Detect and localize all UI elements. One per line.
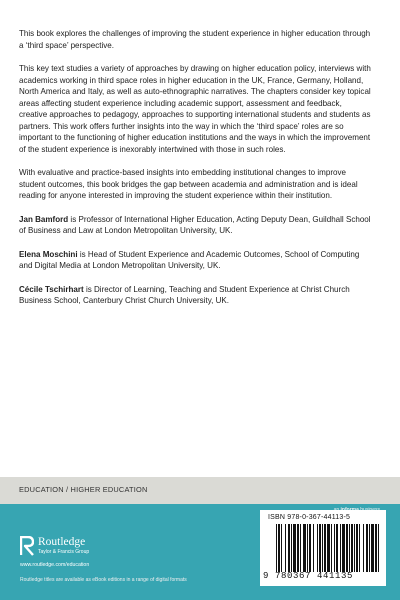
author-bio-text: is Professor of International Higher Education, Acting Deputy Dean, Guildhall School of Business and Law at London Metropolitan University, UK. bbox=[19, 214, 371, 235]
barcode-bar bbox=[322, 524, 323, 572]
barcode-bar bbox=[285, 524, 286, 572]
barcode-bar bbox=[359, 524, 360, 572]
barcode-bar bbox=[309, 524, 311, 572]
barcode-bar bbox=[319, 524, 321, 572]
barcode-bar bbox=[307, 524, 308, 572]
barcode-bar bbox=[293, 524, 296, 572]
author-bio-tschirhart bbox=[19, 284, 371, 307]
barcode-bar bbox=[276, 524, 277, 572]
subject-category: EDUCATION / HIGHER EDUCATION bbox=[19, 485, 148, 494]
barcode-bar bbox=[366, 524, 368, 572]
publisher-name: Routledge bbox=[38, 536, 86, 548]
author-bio-moschini bbox=[19, 249, 371, 272]
blurb-paragraph-2: This key text studies a variety of approaches by drawing on higher education policy, interviews with academics working in third space roles in higher education in the UK, France, Germany, Holland, North America and Italy, as well as auto-ethnographic narratives. The chapters consider key topical areas affecting student experience including academic support, assessment and feedback, creative approaches to pedagogy, approaches to supporting international students and students as partners. This work offers further insights into the way in which the ‘third space’ roles are so important to the functioning of higher education institutions and the ways in which the improvement of the student experience is inexorably intertwined with those in such roles. bbox=[19, 64, 371, 154]
author-name: Cécile Tschirhart bbox=[19, 284, 84, 294]
blurb-paragraph-1: This book explores the challenges of improving the student experience in higher education through a ‘third space’ perspective. bbox=[19, 29, 371, 50]
barcode-panel bbox=[260, 510, 386, 586]
barcode-digits: 9 780367 441135 bbox=[263, 571, 354, 581]
author-name: Elena Moschini bbox=[19, 249, 78, 259]
blurb-paragraph-3: With evaluative and practice-based insights into embedding institutional changes to improve student outcomes, this book bridges the gap between academia and administration and is ideal reading for anyone interested in improving the student experience within their institution. bbox=[19, 168, 358, 200]
author-bio-bamford bbox=[19, 214, 371, 237]
barcode-bar bbox=[334, 524, 335, 572]
barcode-bar bbox=[336, 524, 338, 572]
author-bio-text: is Head of Student Experience and Academic Outcomes, School of Computing and Digital Media at London Metropolitan University, UK. bbox=[19, 249, 360, 270]
publisher-website[interactable]: www.routledge.com/education bbox=[20, 562, 90, 568]
ebook-note: Routledge titles are available as eBook editions in a range of digital formats bbox=[20, 577, 187, 583]
author-name: Jan Bamford bbox=[19, 214, 69, 224]
barcode-bar bbox=[342, 524, 345, 572]
barcode-bar bbox=[300, 524, 301, 572]
barcode-bar bbox=[288, 524, 290, 572]
barcode-bar bbox=[303, 524, 306, 572]
barcode-bar bbox=[349, 524, 350, 572]
barcode-bar bbox=[281, 524, 282, 572]
barcode-bar bbox=[278, 524, 280, 572]
barcode-bar bbox=[313, 524, 314, 572]
barcode-bar bbox=[297, 524, 299, 572]
author-bio-text: is Director of Learning, Teaching and Student Experience at Christ Church Business School, Canterbury Christ Church University, UK. bbox=[19, 284, 350, 305]
barcode-bar bbox=[331, 524, 332, 572]
category-band bbox=[0, 477, 400, 504]
routledge-logo bbox=[38, 536, 89, 556]
isbn-label: ISBN 978-0-367-44113-5 bbox=[268, 514, 351, 521]
barcode-bar bbox=[369, 524, 370, 572]
barcode-bar bbox=[291, 524, 292, 572]
barcode-bar bbox=[378, 524, 379, 572]
barcode-bar bbox=[317, 524, 318, 572]
barcode-bar bbox=[351, 524, 353, 572]
barcode-bar bbox=[356, 524, 358, 572]
publisher-group: Taylor & Francis Group bbox=[38, 549, 90, 555]
barcode-bar bbox=[340, 524, 341, 572]
barcode-bar bbox=[371, 524, 374, 572]
barcode-bar bbox=[354, 524, 355, 572]
barcode-bar bbox=[346, 524, 348, 572]
barcode-bar bbox=[327, 524, 330, 572]
barcode-bar bbox=[324, 524, 326, 572]
routledge-logo-icon bbox=[20, 536, 34, 556]
barcode-icon bbox=[276, 524, 380, 572]
barcode-bar bbox=[363, 524, 364, 572]
barcode-bar bbox=[375, 524, 377, 572]
back-cover-text bbox=[19, 28, 371, 319]
